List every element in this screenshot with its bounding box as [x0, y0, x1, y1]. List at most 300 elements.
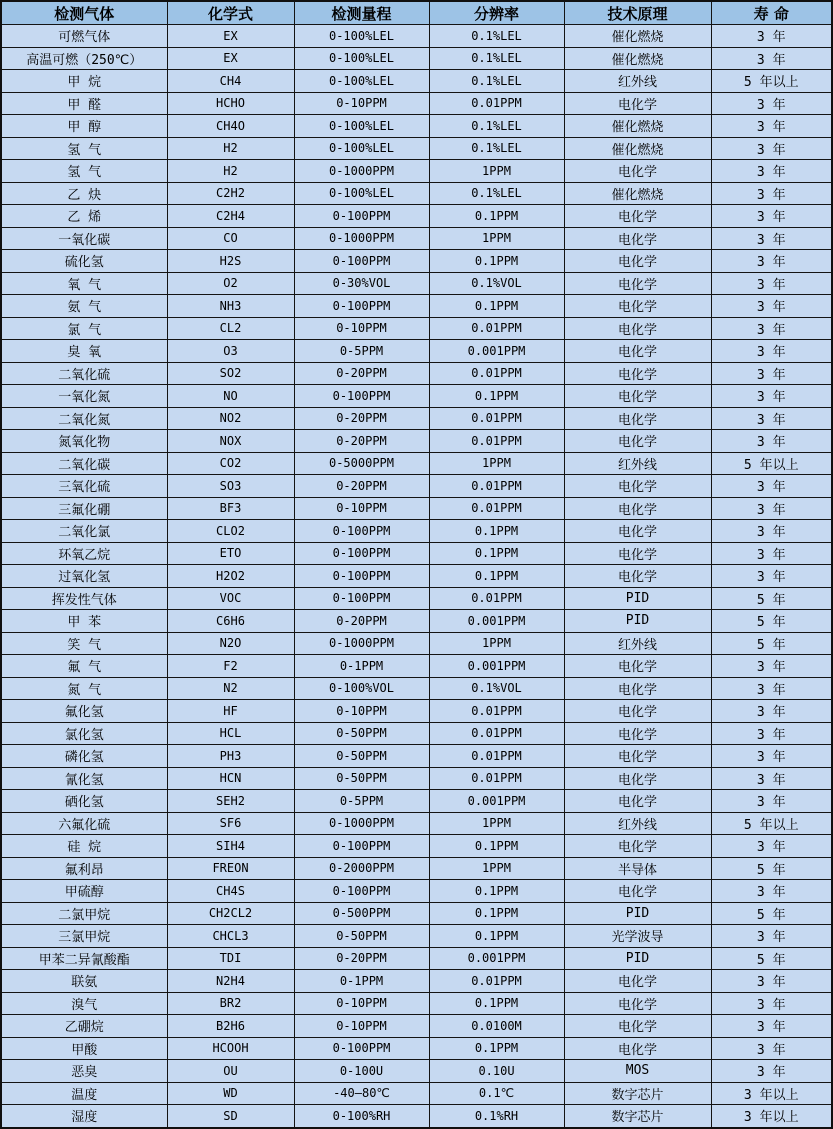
cell-technology: 催化燃烧: [564, 137, 711, 160]
cell-lifespan: 3 年: [711, 92, 832, 115]
cell-gas-name: 氨 气: [1, 295, 167, 318]
cell-chemical-formula: NO2: [167, 407, 294, 430]
cell-resolution: 0.01PPM: [429, 745, 564, 768]
cell-gas-name: 一氧化碳: [1, 227, 167, 250]
cell-detection-range: 0-50PPM: [294, 925, 429, 948]
cell-detection-range: 0-100%RH: [294, 1105, 429, 1128]
cell-detection-range: 0-100PPM: [294, 587, 429, 610]
cell-detection-range: 0-1PPM: [294, 655, 429, 678]
cell-detection-range: 0-10PPM: [294, 700, 429, 723]
cell-resolution: 0.1℃: [429, 1082, 564, 1105]
cell-chemical-formula: ETO: [167, 542, 294, 565]
table-row: [1, 317, 832, 340]
cell-chemical-formula: CH4O: [167, 115, 294, 138]
cell-chemical-formula: N2: [167, 677, 294, 700]
cell-gas-name: 三氧化硫: [1, 475, 167, 498]
cell-detection-range: 0-1000PPM: [294, 632, 429, 655]
cell-gas-name: 温度: [1, 1082, 167, 1105]
table-row: [1, 925, 832, 948]
cell-lifespan: 5 年: [711, 632, 832, 655]
cell-lifespan: 5 年: [711, 857, 832, 880]
cell-gas-name: 氯化氢: [1, 722, 167, 745]
cell-chemical-formula: C2H4: [167, 205, 294, 228]
table-row: [1, 790, 832, 813]
cell-lifespan: 3 年以上: [711, 1105, 832, 1128]
table-row: [1, 1082, 832, 1105]
table-row: [1, 137, 832, 160]
cell-chemical-formula: HF: [167, 700, 294, 723]
table-row: [1, 250, 832, 273]
cell-lifespan: 3 年: [711, 970, 832, 993]
cell-technology: 电化学: [564, 475, 711, 498]
cell-resolution: 0.1%LEL: [429, 137, 564, 160]
cell-resolution: 0.001PPM: [429, 610, 564, 633]
cell-lifespan: 5 年: [711, 610, 832, 633]
table-row: [1, 272, 832, 295]
cell-technology: 数字芯片: [564, 1082, 711, 1105]
table-row: [1, 835, 832, 858]
cell-chemical-formula: NO: [167, 385, 294, 408]
cell-lifespan: 3 年: [711, 430, 832, 453]
cell-technology: 红外线: [564, 70, 711, 93]
cell-resolution: 0.01PPM: [429, 587, 564, 610]
cell-chemical-formula: SIH4: [167, 835, 294, 858]
cell-resolution: 0.01PPM: [429, 475, 564, 498]
table-row: [1, 407, 832, 430]
table-row: [1, 857, 832, 880]
cell-resolution: 0.01PPM: [429, 430, 564, 453]
cell-lifespan: 3 年以上: [711, 1082, 832, 1105]
cell-gas-name: 笑 气: [1, 632, 167, 655]
cell-chemical-formula: H2S: [167, 250, 294, 273]
cell-resolution: 0.1PPM: [429, 992, 564, 1015]
cell-resolution: 0.01PPM: [429, 362, 564, 385]
cell-technology: 催化燃烧: [564, 115, 711, 138]
cell-lifespan: 3 年: [711, 1015, 832, 1038]
cell-lifespan: 3 年: [711, 992, 832, 1015]
cell-gas-name: 氮 气: [1, 677, 167, 700]
cell-chemical-formula: SO3: [167, 475, 294, 498]
table-row: [1, 115, 832, 138]
cell-chemical-formula: HCOOH: [167, 1037, 294, 1060]
cell-gas-name: 二氧化碳: [1, 452, 167, 475]
table-row: [1, 812, 832, 835]
cell-detection-range: 0-20PPM: [294, 610, 429, 633]
cell-chemical-formula: HCL: [167, 722, 294, 745]
cell-chemical-formula: HCHO: [167, 92, 294, 115]
cell-lifespan: 3 年: [711, 250, 832, 273]
cell-detection-range: 0-5PPM: [294, 340, 429, 363]
cell-detection-range: 0-20PPM: [294, 407, 429, 430]
cell-technology: 电化学: [564, 92, 711, 115]
cell-detection-range: 0-20PPM: [294, 475, 429, 498]
cell-lifespan: 3 年: [711, 700, 832, 723]
header-lifespan: 寿 命: [711, 1, 832, 25]
cell-technology: 半导体: [564, 857, 711, 880]
cell-gas-name: 氟 气: [1, 655, 167, 678]
cell-technology: 电化学: [564, 520, 711, 543]
cell-technology: 红外线: [564, 812, 711, 835]
cell-detection-range: 0-5PPM: [294, 790, 429, 813]
cell-gas-name: 臭 氧: [1, 340, 167, 363]
cell-technology: 电化学: [564, 677, 711, 700]
header-detection-range: 检测量程: [294, 1, 429, 25]
cell-lifespan: 3 年: [711, 520, 832, 543]
cell-technology: 催化燃烧: [564, 25, 711, 48]
cell-chemical-formula: PH3: [167, 745, 294, 768]
table-row: [1, 452, 832, 475]
cell-gas-name: 恶臭: [1, 1060, 167, 1083]
cell-technology: 电化学: [564, 227, 711, 250]
cell-detection-range: 0-100%LEL: [294, 182, 429, 205]
cell-resolution: 0.1PPM: [429, 250, 564, 273]
table-row: [1, 992, 832, 1015]
cell-gas-name: 六氟化硫: [1, 812, 167, 835]
cell-gas-name: 甲硫醇: [1, 880, 167, 903]
table-row: [1, 47, 832, 70]
cell-resolution: 0.001PPM: [429, 340, 564, 363]
cell-technology: 电化学: [564, 542, 711, 565]
cell-detection-range: 0-1PPM: [294, 970, 429, 993]
cell-resolution: 0.1%LEL: [429, 182, 564, 205]
cell-detection-range: 0-20PPM: [294, 362, 429, 385]
cell-chemical-formula: SO2: [167, 362, 294, 385]
cell-detection-range: 0-100%LEL: [294, 25, 429, 48]
cell-detection-range: 0-10PPM: [294, 92, 429, 115]
cell-resolution: 0.1%LEL: [429, 25, 564, 48]
cell-gas-name: 甲 醛: [1, 92, 167, 115]
cell-chemical-formula: TDI: [167, 947, 294, 970]
cell-detection-range: 0-500PPM: [294, 902, 429, 925]
cell-chemical-formula: BR2: [167, 992, 294, 1015]
cell-resolution: 0.1PPM: [429, 205, 564, 228]
cell-lifespan: 3 年: [711, 182, 832, 205]
table-row: [1, 70, 832, 93]
cell-lifespan: 3 年: [711, 205, 832, 228]
cell-gas-name: 氢 气: [1, 160, 167, 183]
cell-lifespan: 3 年: [711, 295, 832, 318]
cell-technology: 电化学: [564, 407, 711, 430]
cell-detection-range: 0-1000PPM: [294, 160, 429, 183]
table-row: [1, 1105, 832, 1128]
cell-chemical-formula: EX: [167, 47, 294, 70]
cell-resolution: 0.1%VOL: [429, 677, 564, 700]
cell-detection-range: 0-100PPM: [294, 565, 429, 588]
table-row: [1, 182, 832, 205]
cell-resolution: 0.1PPM: [429, 520, 564, 543]
table-row: [1, 497, 832, 520]
cell-gas-name: 乙硼烷: [1, 1015, 167, 1038]
table-row: [1, 700, 832, 723]
cell-resolution: 0.1PPM: [429, 1037, 564, 1060]
cell-technology: 电化学: [564, 767, 711, 790]
cell-chemical-formula: CO: [167, 227, 294, 250]
cell-resolution: 0.1PPM: [429, 880, 564, 903]
table-row: [1, 632, 832, 655]
cell-technology: 催化燃烧: [564, 182, 711, 205]
cell-gas-name: 硒化氢: [1, 790, 167, 813]
cell-gas-name: 三氟化硼: [1, 497, 167, 520]
cell-technology: 电化学: [564, 970, 711, 993]
cell-technology: 光学波导: [564, 925, 711, 948]
cell-lifespan: 3 年: [711, 677, 832, 700]
cell-resolution: 0.1PPM: [429, 835, 564, 858]
cell-technology: 电化学: [564, 790, 711, 813]
cell-chemical-formula: C2H2: [167, 182, 294, 205]
cell-resolution: 1PPM: [429, 857, 564, 880]
cell-gas-name: 甲苯二异氰酸酯: [1, 947, 167, 970]
cell-chemical-formula: CO2: [167, 452, 294, 475]
cell-detection-range: 0-10PPM: [294, 497, 429, 520]
cell-lifespan: 3 年: [711, 1037, 832, 1060]
cell-chemical-formula: CH4: [167, 70, 294, 93]
cell-lifespan: 5 年以上: [711, 70, 832, 93]
cell-lifespan: 3 年: [711, 1060, 832, 1083]
cell-gas-name: 氮氧化物: [1, 430, 167, 453]
cell-lifespan: 3 年: [711, 925, 832, 948]
cell-resolution: 1PPM: [429, 452, 564, 475]
cell-chemical-formula: N2O: [167, 632, 294, 655]
cell-lifespan: 3 年: [711, 407, 832, 430]
cell-detection-range: 0-10PPM: [294, 1015, 429, 1038]
cell-resolution: 0.01PPM: [429, 767, 564, 790]
cell-detection-range: 0-50PPM: [294, 745, 429, 768]
cell-lifespan: 3 年: [711, 25, 832, 48]
cell-resolution: 0.01PPM: [429, 407, 564, 430]
cell-resolution: 0.1%LEL: [429, 115, 564, 138]
cell-chemical-formula: CH2CL2: [167, 902, 294, 925]
cell-detection-range: 0-100%LEL: [294, 115, 429, 138]
cell-resolution: 0.01PPM: [429, 700, 564, 723]
table-row: [1, 722, 832, 745]
cell-resolution: 1PPM: [429, 227, 564, 250]
cell-detection-range: 0-20PPM: [294, 947, 429, 970]
cell-chemical-formula: OU: [167, 1060, 294, 1083]
cell-lifespan: 3 年: [711, 542, 832, 565]
cell-resolution: 0.10U: [429, 1060, 564, 1083]
cell-technology: 电化学: [564, 565, 711, 588]
cell-gas-name: 甲酸: [1, 1037, 167, 1060]
cell-lifespan: 5 年以上: [711, 452, 832, 475]
cell-resolution: 0.01PPM: [429, 970, 564, 993]
table-row: [1, 610, 832, 633]
table-row: [1, 565, 832, 588]
table-row: [1, 340, 832, 363]
cell-technology: PID: [564, 902, 711, 925]
cell-resolution: 1PPM: [429, 812, 564, 835]
cell-gas-name: 溴气: [1, 992, 167, 1015]
cell-lifespan: 5 年: [711, 587, 832, 610]
cell-resolution: 0.001PPM: [429, 947, 564, 970]
cell-gas-name: 二氯甲烷: [1, 902, 167, 925]
table-row: [1, 947, 832, 970]
cell-technology: 电化学: [564, 722, 711, 745]
cell-technology: 电化学: [564, 317, 711, 340]
cell-technology: 红外线: [564, 452, 711, 475]
cell-chemical-formula: O3: [167, 340, 294, 363]
cell-lifespan: 3 年: [711, 160, 832, 183]
table-row: [1, 970, 832, 993]
table-row: [1, 677, 832, 700]
cell-technology: 电化学: [564, 992, 711, 1015]
table-row: [1, 880, 832, 903]
cell-gas-name: 氟化氢: [1, 700, 167, 723]
cell-chemical-formula: CLO2: [167, 520, 294, 543]
cell-resolution: 0.1PPM: [429, 295, 564, 318]
cell-gas-name: 二氧化氯: [1, 520, 167, 543]
table-row: [1, 745, 832, 768]
header-technology: 技术原理: [564, 1, 711, 25]
cell-gas-name: 磷化氢: [1, 745, 167, 768]
cell-chemical-formula: SF6: [167, 812, 294, 835]
cell-chemical-formula: FREON: [167, 857, 294, 880]
cell-gas-name: 硅 烷: [1, 835, 167, 858]
table-row: [1, 475, 832, 498]
cell-gas-name: 硫化氢: [1, 250, 167, 273]
cell-detection-range: 0-1000PPM: [294, 227, 429, 250]
cell-resolution: 0.1PPM: [429, 385, 564, 408]
cell-chemical-formula: O2: [167, 272, 294, 295]
cell-detection-range: 0-2000PPM: [294, 857, 429, 880]
cell-chemical-formula: H2: [167, 160, 294, 183]
cell-lifespan: 3 年: [711, 655, 832, 678]
cell-resolution: 0.001PPM: [429, 655, 564, 678]
table-row: [1, 227, 832, 250]
cell-detection-range: 0-100U: [294, 1060, 429, 1083]
cell-detection-range: 0-100PPM: [294, 542, 429, 565]
cell-detection-range: 0-100%LEL: [294, 137, 429, 160]
cell-chemical-formula: CHCL3: [167, 925, 294, 948]
table-row: [1, 520, 832, 543]
cell-resolution: 0.1PPM: [429, 542, 564, 565]
cell-resolution: 0.1%LEL: [429, 70, 564, 93]
cell-technology: 电化学: [564, 497, 711, 520]
cell-detection-range: 0-100%LEL: [294, 70, 429, 93]
cell-detection-range: 0-50PPM: [294, 722, 429, 745]
cell-resolution: 0.1PPM: [429, 902, 564, 925]
cell-resolution: 0.01PPM: [429, 92, 564, 115]
cell-chemical-formula: NH3: [167, 295, 294, 318]
table-row: [1, 1060, 832, 1083]
cell-technology: PID: [564, 947, 711, 970]
cell-detection-range: 0-50PPM: [294, 767, 429, 790]
cell-gas-name: 氯 气: [1, 317, 167, 340]
cell-technology: 电化学: [564, 205, 711, 228]
cell-detection-range: 0-100PPM: [294, 385, 429, 408]
cell-detection-range: 0-100%LEL: [294, 47, 429, 70]
cell-technology: 电化学: [564, 272, 711, 295]
table-row: [1, 160, 832, 183]
cell-detection-range: 0-10PPM: [294, 992, 429, 1015]
cell-detection-range: 0-100%VOL: [294, 677, 429, 700]
table-row: [1, 1015, 832, 1038]
cell-gas-name: 甲 苯: [1, 610, 167, 633]
cell-chemical-formula: N2H4: [167, 970, 294, 993]
cell-technology: 电化学: [564, 655, 711, 678]
cell-resolution: 1PPM: [429, 160, 564, 183]
cell-resolution: 0.1PPM: [429, 565, 564, 588]
cell-gas-name: 挥发性气体: [1, 587, 167, 610]
cell-technology: 电化学: [564, 1015, 711, 1038]
cell-resolution: 0.1%LEL: [429, 47, 564, 70]
table-header-row: [1, 1, 832, 25]
cell-resolution: 0.1%RH: [429, 1105, 564, 1128]
cell-lifespan: 3 年: [711, 835, 832, 858]
cell-chemical-formula: CH4S: [167, 880, 294, 903]
cell-gas-name: 联氨: [1, 970, 167, 993]
cell-technology: 电化学: [564, 340, 711, 363]
header-chemical-formula: 化学式: [167, 1, 294, 25]
cell-lifespan: 3 年: [711, 767, 832, 790]
cell-gas-name: 环氧乙烷: [1, 542, 167, 565]
cell-gas-name: 过氧化氢: [1, 565, 167, 588]
table-row: [1, 902, 832, 925]
table-row: [1, 25, 832, 48]
cell-resolution: 0.0100M: [429, 1015, 564, 1038]
cell-gas-name: 氧 气: [1, 272, 167, 295]
cell-technology: 数字芯片: [564, 1105, 711, 1128]
header-gas-name: 检测气体: [1, 1, 167, 25]
cell-resolution: 0.01PPM: [429, 497, 564, 520]
cell-gas-name: 三氯甲烷: [1, 925, 167, 948]
cell-gas-name: 氰化氢: [1, 767, 167, 790]
cell-technology: PID: [564, 587, 711, 610]
cell-technology: 电化学: [564, 160, 711, 183]
table-row: [1, 767, 832, 790]
cell-detection-range: 0-20PPM: [294, 430, 429, 453]
cell-gas-name: 乙 炔: [1, 182, 167, 205]
cell-detection-range: 0-100PPM: [294, 520, 429, 543]
cell-detection-range: 0-10PPM: [294, 317, 429, 340]
table-row: [1, 587, 832, 610]
cell-lifespan: 3 年: [711, 272, 832, 295]
cell-chemical-formula: SEH2: [167, 790, 294, 813]
cell-gas-name: 一氧化氮: [1, 385, 167, 408]
cell-gas-name: 氢 气: [1, 137, 167, 160]
cell-lifespan: 5 年: [711, 902, 832, 925]
cell-chemical-formula: BF3: [167, 497, 294, 520]
cell-chemical-formula: H2: [167, 137, 294, 160]
cell-technology: 电化学: [564, 745, 711, 768]
cell-technology: 电化学: [564, 385, 711, 408]
cell-gas-name: 氟利昂: [1, 857, 167, 880]
cell-lifespan: 3 年: [711, 317, 832, 340]
cell-gas-name: 二氧化硫: [1, 362, 167, 385]
cell-gas-name: 高温可燃（250℃）: [1, 47, 167, 70]
table-row: [1, 362, 832, 385]
cell-lifespan: 3 年: [711, 47, 832, 70]
table-row: [1, 92, 832, 115]
cell-resolution: 0.01PPM: [429, 317, 564, 340]
cell-detection-range: 0-100PPM: [294, 295, 429, 318]
cell-gas-name: 可燃气体: [1, 25, 167, 48]
cell-chemical-formula: F2: [167, 655, 294, 678]
cell-detection-range: 0-5000PPM: [294, 452, 429, 475]
cell-lifespan: 3 年: [711, 362, 832, 385]
cell-lifespan: 3 年: [711, 340, 832, 363]
cell-resolution: 0.001PPM: [429, 790, 564, 813]
cell-chemical-formula: CL2: [167, 317, 294, 340]
cell-lifespan: 3 年: [711, 880, 832, 903]
table-row: [1, 385, 832, 408]
cell-technology: MOS: [564, 1060, 711, 1083]
cell-resolution: 0.01PPM: [429, 722, 564, 745]
cell-gas-name: 甲 烷: [1, 70, 167, 93]
cell-technology: 电化学: [564, 250, 711, 273]
cell-detection-range: 0-30%VOL: [294, 272, 429, 295]
cell-chemical-formula: VOC: [167, 587, 294, 610]
cell-technology: 电化学: [564, 362, 711, 385]
